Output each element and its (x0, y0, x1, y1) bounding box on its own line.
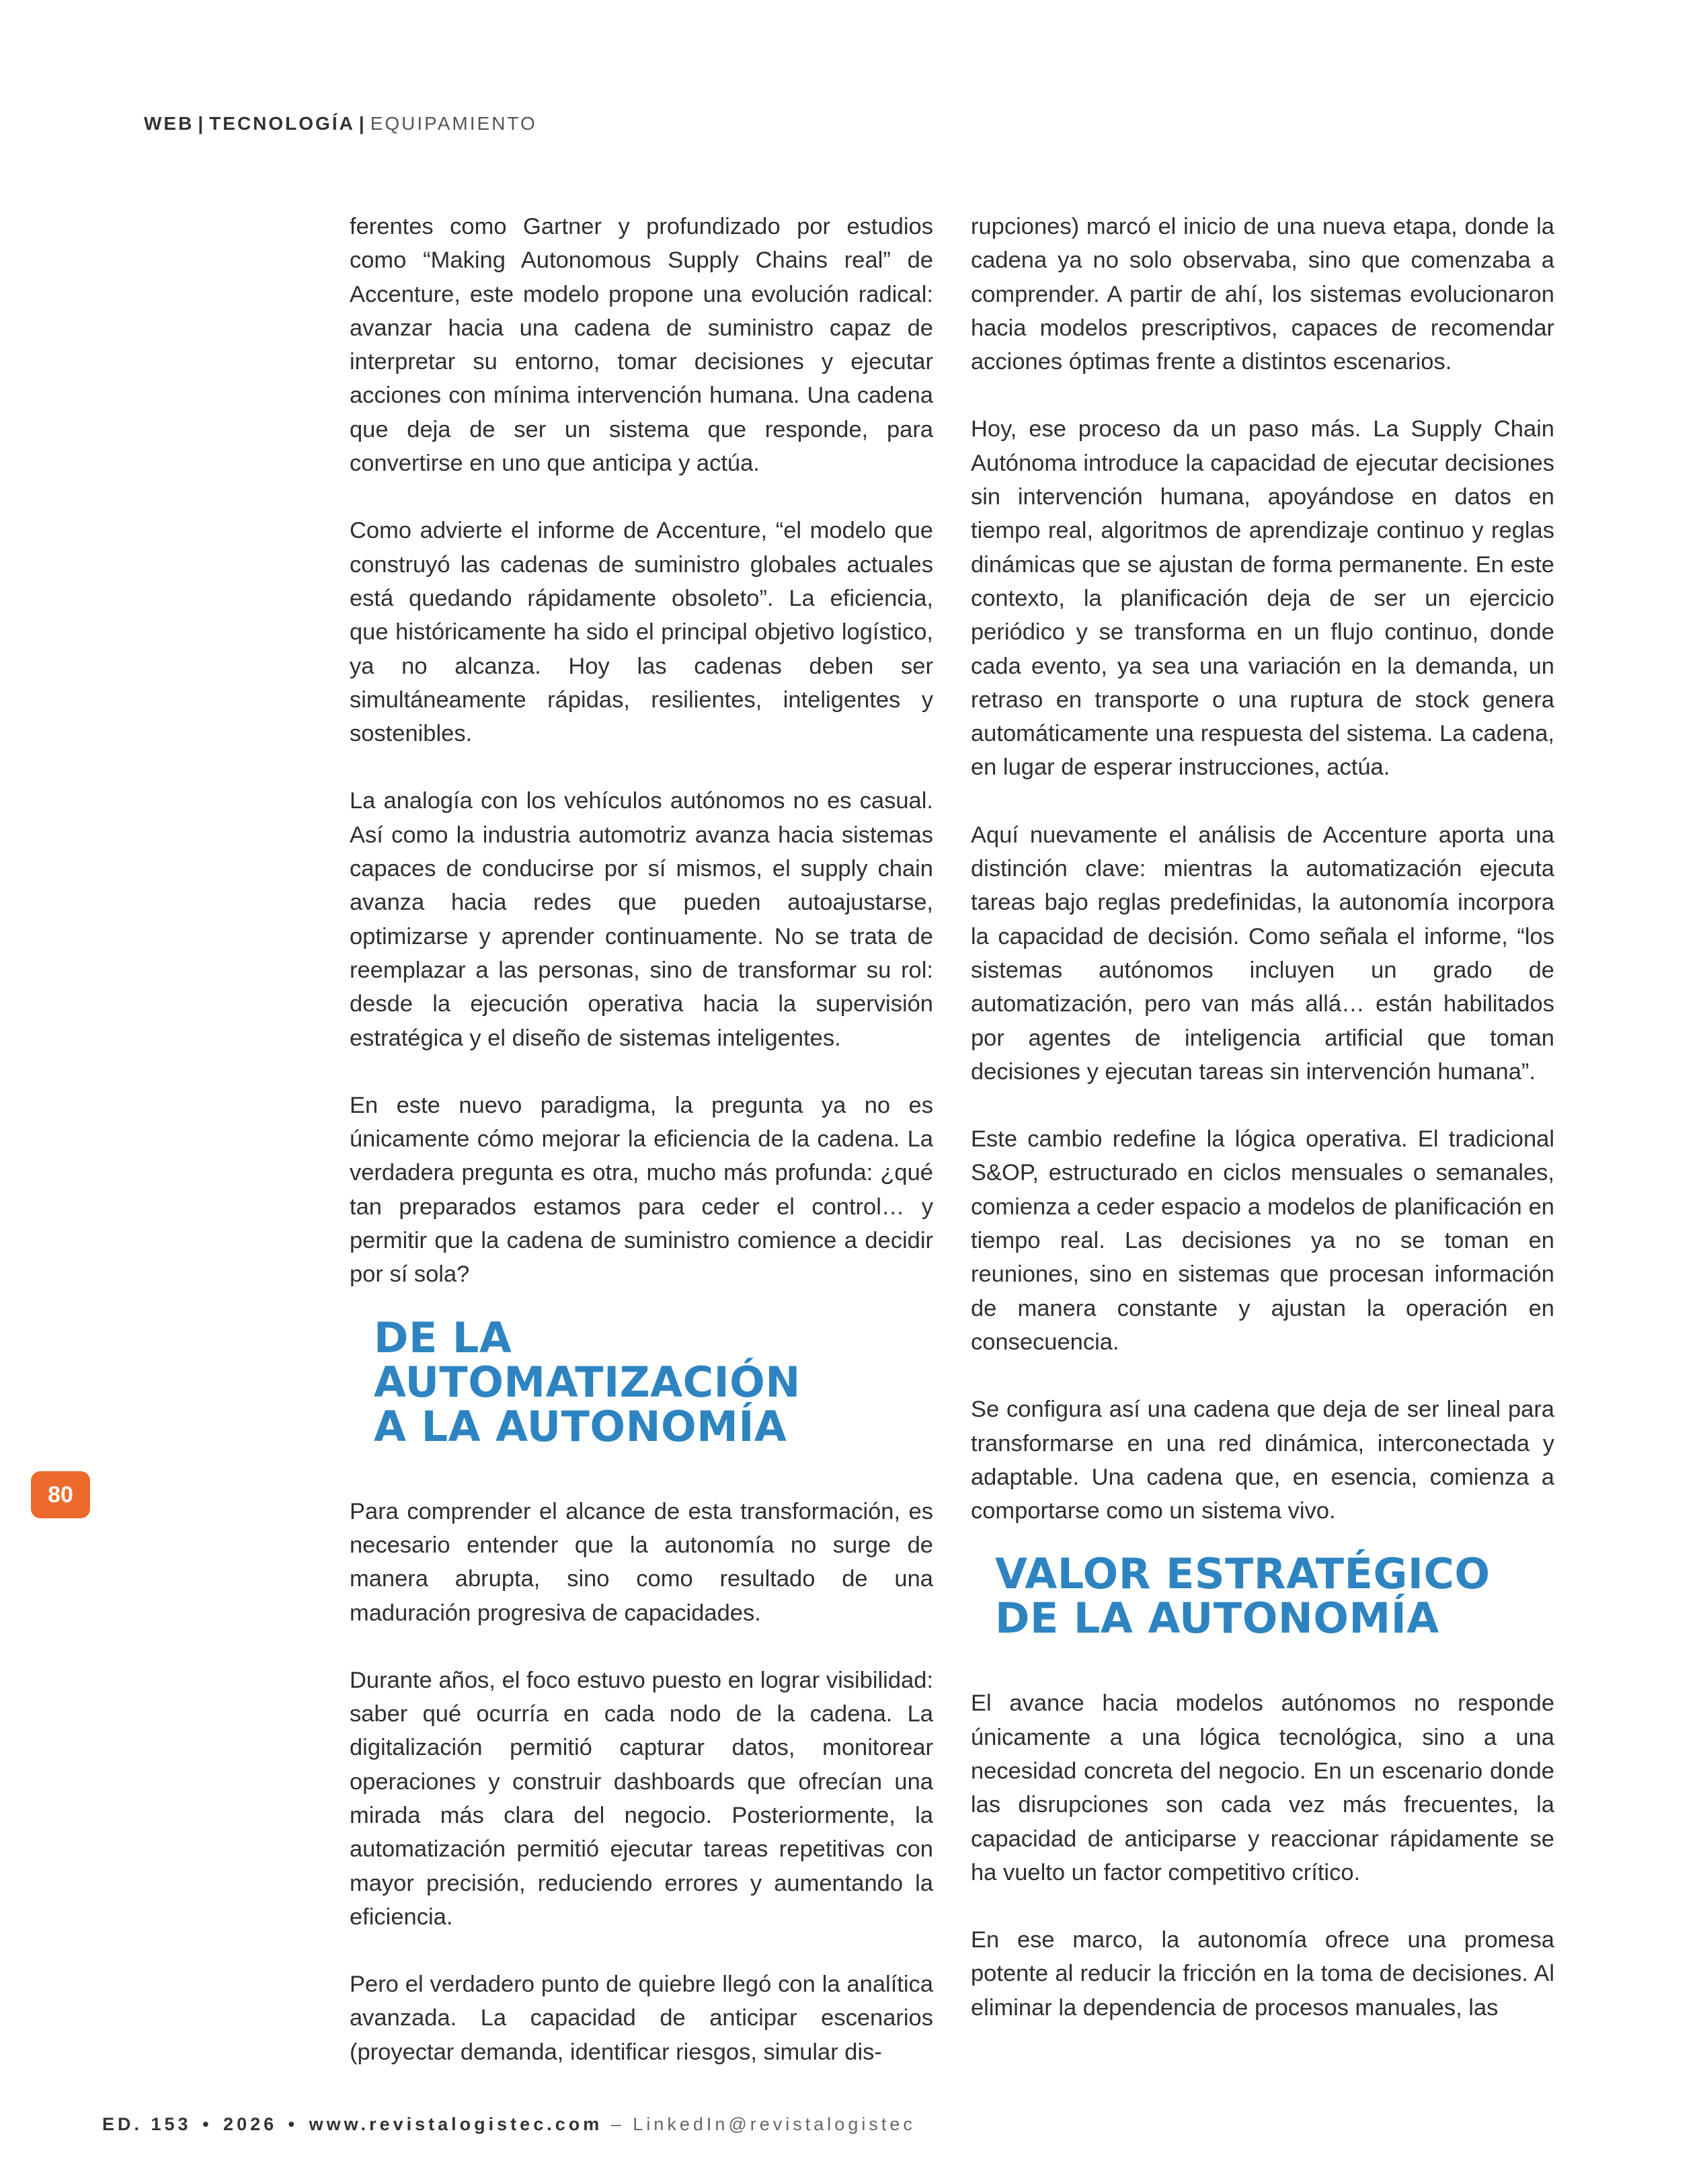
footer-dash: – (610, 2114, 625, 2134)
heading-2-line-1: VALOR ESTRATÉGICO (995, 1549, 1491, 1599)
section-header (144, 113, 537, 134)
right-paragraph-7: En ese marco, la autonomía ofrece una promesa potente al reducir la fricción en la toma de decisiones. Al eliminar la dependencia de procesos manuales, las (971, 1927, 1554, 2021)
heading-2-line-2: DE LA AUTONOMÍA (995, 1594, 1439, 1643)
heading-automatizacion-autonomia (374, 1313, 933, 1451)
footer-website[interactable]: www.revistalogistec.com (309, 2114, 603, 2134)
section-web: WEB (144, 113, 194, 134)
footer-edition: ED. 153 (102, 2114, 192, 2134)
left-column (350, 210, 933, 2103)
footer-year: 2026 (223, 2114, 278, 2134)
heading-valor-estrategico (995, 1549, 1554, 1643)
footer-bullet: • (202, 2114, 212, 2134)
left-paragraph-1: ferentes como Gartner y profundizado por estudios como “Making Autonomous Supply Chains real” de Accenture, este modelo propone una evolución radical: avanzar hacia una cadena de suministro capaz de interpretar su entorno, tomar decisiones y ejecutar acciones con mínima intervención humana. Una cadena que deja de ser un sistema que responde, para convertirse en uno que anticipa y actúa. (350, 214, 933, 477)
right-column (971, 210, 1554, 2058)
left-paragraph-2: Como advierte el informe de Accenture, “el modelo que construyó las cadenas de suministro globales actuales está quedando rápidamente obsoleto”. La eficiencia, que históricamente ha sido el principal objetivo logístico, ya no alcanza. Hoy las cadenas deben ser simultáneamente rápidas, resilientes, inteligentes y sostenibles. (350, 518, 933, 747)
section-separator: | (198, 113, 206, 134)
right-paragraph-5: Se configura así una cadena que deja de ser lineal para transformarse en una red dinámica, interconectada y adaptable. Una cadena que, en esencia, comienza a comportarse como un sistema vivo. (971, 1397, 1554, 1524)
left-paragraph-5: Para comprender el alcance de esta transformación, es necesario entender que la autonomía no surge de manera abrupta, sino como resultado de una maduración progresiva de capacidades. (350, 1498, 933, 1626)
right-paragraph-6: El avance hacia modelos autónomos no responde únicamente a una lógica tecnológica, sino a una necesidad concreta del negocio. En un escenario donde las disrupciones son cada vez más frecuentes, la capacidad de anticiparse y reaccionar rápidamente se ha vuelto un factor competitivo crítico. (971, 1690, 1554, 1885)
left-paragraph-4: En este nuevo paradigma, la pregunta ya no es únicamente cómo mejorar la eficiencia de la cadena. La verdadera pregunta es otra, mucho más profunda: ¿qué tan preparados estamos para ceder el control… y permitir que la cadena de suministro comience a decidir por sí sola? (350, 1092, 933, 1288)
footer-linkedin[interactable]: LinkedIn@revistalogistec (633, 2114, 916, 2134)
footer-bullet: • (288, 2114, 299, 2134)
left-paragraph-7: Pero el verdadero punto de quiebre llegó con la analítica avanzada. La capacidad de anticipar escenarios (proyectar demanda, identificar riesgos, simular dis- (350, 1972, 933, 2065)
heading-1-line-2: A LA AUTONOMÍA (374, 1401, 787, 1451)
section-equipamiento: EQUIPAMIENTO (370, 113, 537, 134)
heading-1-line-1: DE LA AUTOMATIZACIÓN (374, 1313, 801, 1407)
footer (102, 2114, 916, 2135)
right-paragraph-3: Aquí nuevamente el análisis de Accenture aporta una distinción clave: mientras la automatización ejecuta tareas bajo reglas predefinidas, la autonomía incorpora la capacidad de decisión. Como señala el informe, “los sistemas autónomos incluyen un grado de automatización, pero van más allá… están habilitados por agentes de inteligencia artificial que toman decisiones y ejecutan tareas sin intervención humana”. (971, 822, 1554, 1085)
section-tecnologia: TECNOLOGÍA (209, 113, 355, 134)
section-separator: | (358, 113, 366, 134)
left-paragraph-6: Durante años, el foco estuvo puesto en lograr visibilidad: saber qué ocurría en cada nodo de la cadena. La digitalización permitió capturar datos, monitorear operaciones y construir dashboards que ofrecían una mirada más clara del negocio. Posteriormente, la automatización permitió ejecutar tareas repetitivas con mayor precisión, reduciendo errores y aumentando la eficiencia. (350, 1667, 933, 1930)
page-number-badge: 80 (31, 1471, 90, 1518)
right-paragraph-1: rupciones) marcó el inicio de una nueva etapa, donde la cadena ya no solo observaba, sino que comenzaba a comprender. A partir de ahí, los sistemas evolucionaron hacia modelos prescriptivos, capaces de recomendar acciones óptimas frente a distintos escenarios. (971, 214, 1554, 375)
left-paragraph-3: La analogía con los vehículos autónomos no es casual. Así como la industria automotriz avanza hacia sistemas capaces de conducirse por sí mismos, el supply chain avanza hacia redes que pueden autoajustarse, optimizarse y aprender continuamente. No se trata de reemplazar a las personas, sino de transformar su rol: desde la ejecución operativa hacia la supervisión estratégica y el diseño de sistemas inteligentes. (350, 788, 933, 1051)
right-paragraph-2: Hoy, ese proceso da un paso más. La Supply Chain Autónoma introduce la capacidad de ejecutar decisiones sin intervención humana, apoyándose en datos en tiempo real, algoritmos de aprendizaje continuo y reglas dinámicas que se ajustan de forma permanente. En este contexto, la planificación deja de ser un ejercicio periódico y se transforma en un flujo continuo, donde cada evento, ya sea una variación en la demanda, un retraso en transporte o una ruptura de stock genera automáticamente una respuesta del sistema. La cadena, en lugar de esperar instrucciones, actúa. (971, 416, 1554, 781)
right-paragraph-4: Este cambio redefine la lógica operativa. El tradicional S&OP, estructurado en ciclos mensuales o semanales, comienza a ceder espacio a modelos de planificación en tiempo real. Las decisiones ya no se toman en reuniones, sino en sistemas que procesan información de manera constante y ajustan la operación en consecuencia. (971, 1126, 1554, 1355)
